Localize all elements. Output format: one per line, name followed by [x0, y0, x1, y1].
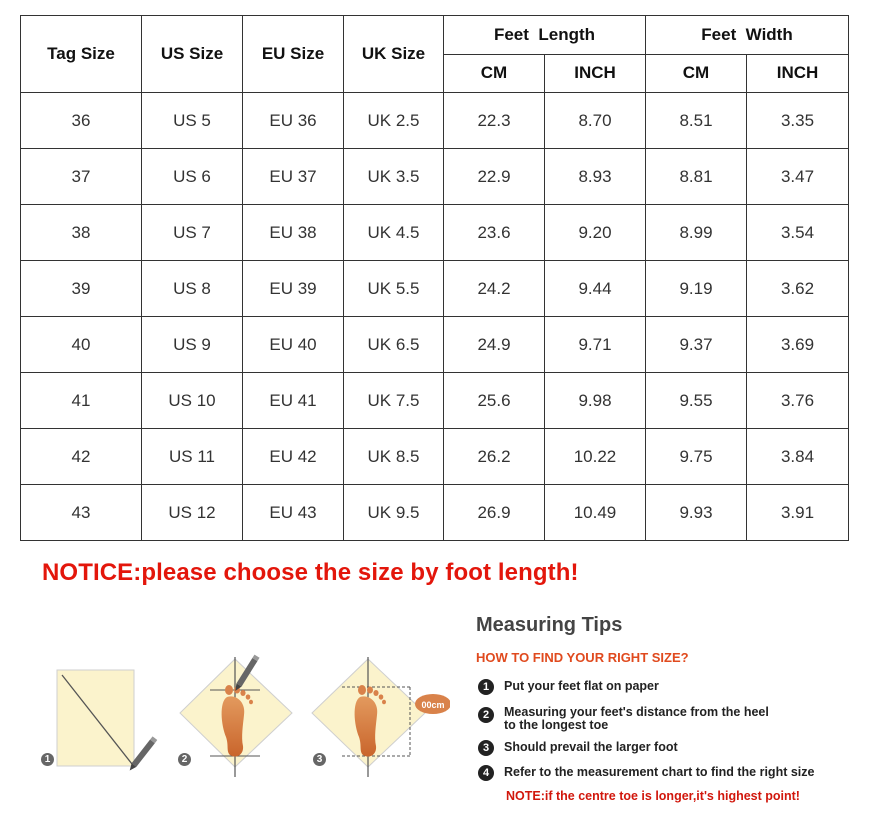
length-inch-cell: 10.49 — [545, 485, 646, 541]
size-rows — [21, 93, 849, 541]
tag-size-cell: 41 — [21, 373, 142, 429]
length-cm-cell: 26.9 — [444, 485, 545, 541]
tag-size-cell: 39 — [21, 261, 142, 317]
table-row — [21, 485, 849, 541]
width-cm-cell: 8.81 — [646, 149, 747, 205]
header-eu-size: EU Size — [243, 16, 344, 93]
header-length-cm: CM — [444, 54, 545, 93]
width-inch-cell: 3.69 — [747, 317, 849, 373]
tip-number: 4 — [478, 765, 494, 781]
step3-badge: 3 — [313, 753, 326, 766]
table-row — [21, 261, 849, 317]
eu-size-cell: EU 40 — [243, 317, 344, 373]
tag-size-cell: 38 — [21, 205, 142, 261]
width-cm-cell: 9.75 — [646, 429, 747, 485]
tag-size-cell: 37 — [21, 149, 142, 205]
tag-size-cell: 36 — [21, 93, 142, 149]
length-inch-cell: 9.44 — [545, 261, 646, 317]
tips-title: Measuring Tips — [476, 614, 623, 636]
header-length-inch: INCH — [545, 54, 646, 93]
tip-text: Refer to the measurement chart to find the right size — [504, 765, 815, 779]
tip-item-4 — [478, 765, 814, 781]
header-us-size: US Size — [142, 16, 243, 93]
tip-number: 1 — [478, 679, 494, 695]
us-size-cell: US 8 — [142, 261, 243, 317]
tip-item-1 — [478, 679, 659, 695]
tip-text: Put your feet flat on paper — [504, 679, 659, 693]
length-inch-cell: 10.22 — [545, 429, 646, 485]
table-row — [21, 149, 849, 205]
table-row — [21, 93, 849, 149]
measure-badge — [415, 694, 450, 714]
width-inch-cell: 3.54 — [747, 205, 849, 261]
length-cm-cell: 25.6 — [444, 373, 545, 429]
width-cm-cell: 9.93 — [646, 485, 747, 541]
eu-size-cell: EU 37 — [243, 149, 344, 205]
measuring-illustrations — [30, 645, 450, 790]
measure-label: 00cm — [421, 700, 445, 710]
table-row — [21, 317, 849, 373]
uk-size-cell: UK 2.5 — [344, 93, 444, 149]
eu-size-cell: EU 36 — [243, 93, 344, 149]
us-size-cell: US 12 — [142, 485, 243, 541]
length-inch-cell: 8.93 — [545, 149, 646, 205]
tag-size-cell: 40 — [21, 317, 142, 373]
width-cm-cell: 9.55 — [646, 373, 747, 429]
uk-size-cell: UK 6.5 — [344, 317, 444, 373]
eu-size-cell: EU 42 — [243, 429, 344, 485]
tip-number: 2 — [478, 707, 494, 723]
width-inch-cell: 3.91 — [747, 485, 849, 541]
header-feet-length: Feet Length — [444, 16, 646, 55]
tag-size-cell: 43 — [21, 485, 142, 541]
tip-text-continued: to the longest toe — [504, 718, 609, 732]
notice-text: NOTICE:please choose the size by foot length! — [42, 559, 579, 586]
tip-item-3 — [478, 740, 678, 756]
tip-number: 3 — [478, 740, 494, 756]
header-width-cm: CM — [646, 54, 747, 93]
eu-size-cell: EU 38 — [243, 205, 344, 261]
step2-badge: 2 — [178, 753, 191, 766]
uk-size-cell: UK 8.5 — [344, 429, 444, 485]
header-feet-width: Feet Width — [646, 16, 849, 55]
length-cm-cell: 22.9 — [444, 149, 545, 205]
width-cm-cell: 9.37 — [646, 317, 747, 373]
us-size-cell: US 6 — [142, 149, 243, 205]
header-uk-size: UK Size — [344, 16, 444, 93]
table-row — [21, 429, 849, 485]
tag-size-cell: 42 — [21, 429, 142, 485]
header-width-inch: INCH — [747, 54, 849, 93]
width-cm-cell: 8.51 — [646, 93, 747, 149]
width-inch-cell: 3.35 — [747, 93, 849, 149]
length-inch-cell: 9.20 — [545, 205, 646, 261]
step2-illustration — [180, 655, 292, 777]
header-tag-size: Tag Size — [21, 16, 142, 93]
table-row — [21, 205, 849, 261]
eu-size-cell: EU 41 — [243, 373, 344, 429]
tip-item-2 — [478, 705, 769, 732]
length-cm-cell: 24.9 — [444, 317, 545, 373]
length-inch-cell: 8.70 — [545, 93, 646, 149]
length-inch-cell: 9.71 — [545, 317, 646, 373]
width-inch-cell: 3.47 — [747, 149, 849, 205]
width-cm-cell: 9.19 — [646, 261, 747, 317]
tip-note: NOTE:if the centre toe is longer,it's highest point! — [506, 789, 800, 803]
table-row — [21, 373, 849, 429]
uk-size-cell: UK 3.5 — [344, 149, 444, 205]
length-cm-cell: 24.2 — [444, 261, 545, 317]
step1-illustration — [57, 670, 157, 772]
width-cm-cell: 8.99 — [646, 205, 747, 261]
size-chart-table — [20, 15, 849, 541]
us-size-cell: US 11 — [142, 429, 243, 485]
us-size-cell: US 5 — [142, 93, 243, 149]
tips-subtitle: HOW TO FIND YOUR RIGHT SIZE? — [476, 650, 689, 665]
length-cm-cell: 23.6 — [444, 205, 545, 261]
uk-size-cell: UK 4.5 — [344, 205, 444, 261]
width-inch-cell: 3.76 — [747, 373, 849, 429]
step1-badge: 1 — [41, 753, 54, 766]
length-cm-cell: 22.3 — [444, 93, 545, 149]
us-size-cell: US 7 — [142, 205, 243, 261]
uk-size-cell: UK 9.5 — [344, 485, 444, 541]
uk-size-cell: UK 7.5 — [344, 373, 444, 429]
uk-size-cell: UK 5.5 — [344, 261, 444, 317]
eu-size-cell: EU 43 — [243, 485, 344, 541]
us-size-cell: US 9 — [142, 317, 243, 373]
eu-size-cell: EU 39 — [243, 261, 344, 317]
length-inch-cell: 9.98 — [545, 373, 646, 429]
tip-text: Should prevail the larger foot — [504, 740, 678, 754]
width-inch-cell: 3.84 — [747, 429, 849, 485]
width-inch-cell: 3.62 — [747, 261, 849, 317]
length-cm-cell: 26.2 — [444, 429, 545, 485]
illustration-graphic — [30, 645, 450, 785]
tip-text: Measuring your feet's distance from the heel — [504, 705, 769, 719]
step3-illustration — [312, 657, 450, 777]
tip-text-block — [504, 705, 769, 732]
us-size-cell: US 10 — [142, 373, 243, 429]
